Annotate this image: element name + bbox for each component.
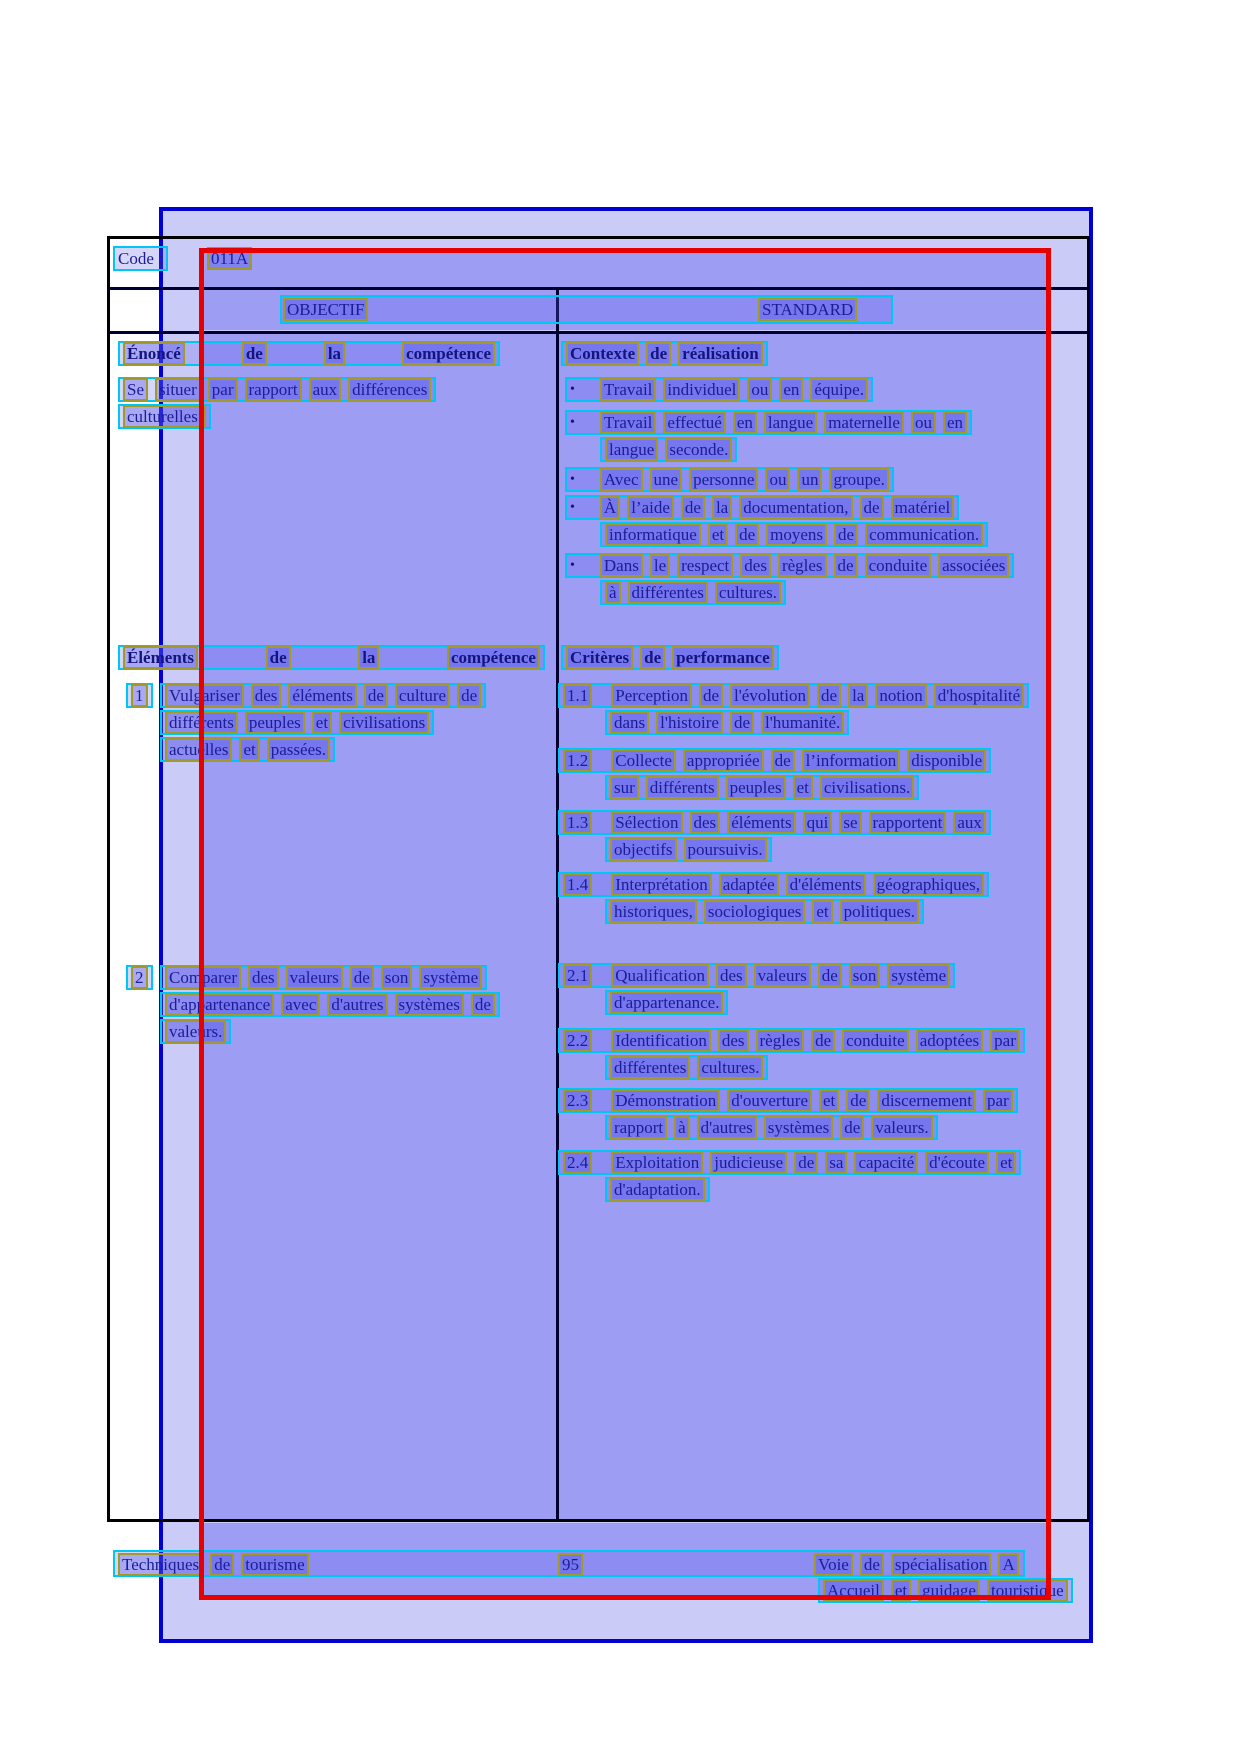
word-box: d'ouverture [727, 1089, 812, 1112]
item-number: 2.3 [563, 1089, 592, 1112]
word-box: valeurs [286, 966, 343, 989]
word-box: système [419, 966, 482, 989]
word-box: politiques. [840, 900, 919, 923]
word-box: civilisations. [820, 776, 914, 799]
word-box: de [834, 523, 858, 546]
bullet-icon: • [570, 471, 575, 487]
word-box: la [324, 342, 345, 365]
word-box: de [681, 496, 705, 519]
word-box: effectué [663, 411, 725, 434]
word-box: discernement [877, 1089, 976, 1112]
word-box: individuel [663, 378, 740, 401]
word-box: équipe. [810, 378, 868, 401]
word-box: sur [610, 776, 639, 799]
word-box: un [797, 468, 822, 491]
word-box: qui [803, 811, 833, 834]
word-box: ou [765, 468, 790, 491]
bullet-icon: • [570, 414, 575, 430]
item-number: 2.1 [563, 964, 592, 987]
item-number: 2.2 [563, 1029, 592, 1052]
word-box: par [208, 378, 238, 401]
word-box: l'évolution [730, 684, 810, 707]
word-box: associées [938, 554, 1009, 577]
word-box: éléments [288, 684, 356, 707]
word-box: de [846, 1089, 870, 1112]
word-box: guidage [918, 1579, 980, 1602]
word-box: seconde. [665, 438, 732, 461]
word-box: systèmes [395, 993, 464, 1016]
word-box: de [640, 646, 665, 669]
word-box: de [860, 1553, 884, 1576]
word-box: tourisme [241, 1553, 309, 1576]
word-box: disponible [907, 749, 986, 772]
word-box: objectifs [610, 838, 677, 861]
word-box: rapportent [869, 811, 947, 834]
word-box: historiques, [610, 900, 697, 923]
word-box: valeurs. [165, 1020, 226, 1043]
word-box: de [699, 684, 723, 707]
word-box: passées. [267, 738, 330, 761]
word-box: et [312, 711, 332, 734]
word-box: de [364, 684, 388, 707]
word-box: de [817, 684, 841, 707]
word-box: la [358, 646, 379, 669]
word-box: de [794, 1151, 818, 1174]
word-box: de [860, 496, 884, 519]
word-box: Critères [566, 646, 633, 669]
word-box: différentes [628, 581, 708, 604]
word-box: Accueil [823, 1579, 884, 1602]
word-box: cultures. [697, 1056, 763, 1079]
word-box: Voie [814, 1553, 853, 1576]
word-box: Interprétation [611, 873, 712, 896]
word-box: et [819, 1089, 839, 1112]
word-box: Travail [600, 411, 657, 434]
word-box: l'humanité. [761, 711, 844, 734]
content-region-box [199, 248, 1051, 1600]
word-box: d'autres [697, 1116, 757, 1139]
word-box: système [887, 964, 950, 987]
word-box: 1 [131, 684, 148, 707]
word-box: de [471, 993, 495, 1016]
word-box: Travail [600, 378, 657, 401]
word-box: appropriée [683, 749, 764, 772]
word-box: et [708, 523, 728, 546]
word-box: le [650, 554, 670, 577]
word-box: d'appartenance [165, 993, 274, 1016]
word-box: Avec [600, 468, 643, 491]
word-box: règles [756, 1029, 805, 1052]
word-box: et [239, 738, 259, 761]
item-number: 1.2 [563, 749, 592, 772]
word-box: son [849, 964, 881, 987]
word-box: Se [123, 378, 148, 401]
word-box: valeurs. [871, 1116, 932, 1139]
word-box: Sélection [611, 811, 682, 834]
word-box: de [266, 646, 291, 669]
word-box: poursuivis. [684, 838, 767, 861]
word-box: Identification [611, 1029, 711, 1052]
word-box: géographiques, [873, 873, 984, 896]
word-box: de [646, 342, 671, 365]
word-box: langue [605, 438, 658, 461]
word-box: aux [309, 378, 342, 401]
word-box: éléments [727, 811, 795, 834]
word-box: par [983, 1089, 1013, 1112]
word-box: l’information [802, 749, 901, 772]
word-box: valeurs [754, 964, 811, 987]
word-box: conduite [842, 1029, 909, 1052]
word-box: 2 [131, 966, 148, 989]
word-box: adoptées [916, 1029, 983, 1052]
word-box: communication. [865, 523, 983, 546]
word-box: en [779, 378, 803, 401]
word-box: 011A [207, 247, 252, 270]
word-box: Perception [611, 684, 692, 707]
item-number: 1.4 [563, 873, 592, 896]
code-label: Code : [113, 246, 168, 271]
word-box: OBJECTIF [283, 298, 368, 321]
word-box: Énoncé [123, 342, 185, 365]
word-box: différents [165, 711, 238, 734]
word-box: la [848, 684, 868, 707]
element-number-box [126, 683, 153, 708]
word-box: sa [825, 1151, 847, 1174]
word-box: d'hospitalité [934, 684, 1024, 707]
word-box: touristique [987, 1579, 1068, 1602]
word-box: performance [672, 646, 773, 669]
word-box: de [834, 554, 858, 577]
word-box: par [990, 1029, 1020, 1052]
word-box: des [251, 684, 282, 707]
word-box: Comparer [165, 966, 241, 989]
bullet-icon: • [570, 381, 575, 397]
word-box: cultures. [715, 581, 781, 604]
word-box: de [210, 1553, 234, 1576]
word-box: moyens [766, 523, 827, 546]
word-box: et [793, 776, 813, 799]
word-box: rapport [610, 1116, 667, 1139]
word-box: en [943, 411, 967, 434]
bullet-icon: • [570, 499, 575, 515]
word-box: ou [911, 411, 936, 434]
word-box: notion [875, 684, 926, 707]
word-box: maternelle [824, 411, 904, 434]
word-box: en [733, 411, 757, 434]
word-box: Exploitation [611, 1151, 703, 1174]
word-box: documentation, [739, 496, 852, 519]
word-box: de [457, 684, 481, 707]
word-box: Techniques [118, 1553, 203, 1576]
word-box: différentes [610, 1056, 690, 1079]
word-box: règles [778, 554, 827, 577]
word-box: la [712, 496, 732, 519]
word-box: actuelles [165, 738, 232, 761]
word-box: de [771, 749, 795, 772]
word-box: matériel [891, 496, 955, 519]
word-box: avec [281, 993, 320, 1016]
word-box: de [811, 1029, 835, 1052]
word-box: une [650, 468, 683, 491]
word-box: Dans [600, 554, 643, 577]
word-box: civilisations [339, 711, 429, 734]
word-box: Vulgariser [165, 684, 244, 707]
word-box: conduite [865, 554, 932, 577]
word-box: situer [155, 378, 201, 401]
word-box: compétence [447, 646, 540, 669]
element-number-box [126, 965, 153, 990]
item-number: 2.4 [563, 1151, 592, 1174]
word-box: STANDARD [758, 298, 857, 321]
word-box: son [381, 966, 413, 989]
word-box: différents [646, 776, 719, 799]
word-box: langue [764, 411, 817, 434]
word-box: d'écoute [925, 1151, 989, 1174]
enonce-line [118, 404, 211, 429]
word-box: de [242, 342, 267, 365]
word-box: spécialisation [891, 1553, 992, 1576]
word-box: l'histoire [656, 711, 723, 734]
word-box: aux [953, 811, 986, 834]
word-box: des [690, 811, 721, 834]
word-box: Éléments [123, 646, 198, 669]
word-box: et [996, 1151, 1016, 1174]
word-box: À [600, 496, 620, 519]
word-box: judicieuse [710, 1151, 787, 1174]
word-box: A [998, 1553, 1018, 1576]
word-box: Qualification [611, 964, 709, 987]
word-box: de [818, 964, 842, 987]
word-box: des [716, 964, 747, 987]
word-box: de [735, 523, 759, 546]
word-box: se [839, 811, 861, 834]
word-box: peuples [726, 776, 786, 799]
word-box: personne [689, 468, 758, 491]
word-box: culture [395, 684, 450, 707]
word-box: informatique [605, 523, 701, 546]
word-box: rapport [245, 378, 302, 401]
word-box: 95 [558, 1553, 583, 1576]
word-box: l’aide [627, 496, 674, 519]
word-box: Démonstration [611, 1089, 720, 1112]
word-box: à [605, 581, 621, 604]
word-box: systèmes [764, 1116, 833, 1139]
word-box: d'éléments [786, 873, 866, 896]
bullet-icon: • [570, 557, 575, 573]
item-number: 1.3 [563, 811, 592, 834]
word-box: d'adaptation. [610, 1178, 705, 1201]
word-box: et [812, 900, 832, 923]
word-box: dans [610, 711, 649, 734]
word-box: et [891, 1579, 911, 1602]
word-box: réalisation [678, 342, 763, 365]
word-box: adaptée [719, 873, 779, 896]
word-box: culturelles. [123, 405, 206, 428]
word-box: d'appartenance. [610, 991, 723, 1014]
word-box: sociologiques [704, 900, 806, 923]
word-box: Contexte [566, 342, 639, 365]
word-box: des [740, 554, 771, 577]
word-box: différences [348, 378, 431, 401]
word-box: peuples [245, 711, 305, 734]
word-box: ou [747, 378, 772, 401]
word-box: de [730, 711, 754, 734]
word-box: compétence [402, 342, 495, 365]
word-box: capacité [854, 1151, 918, 1174]
word-box: de [840, 1116, 864, 1139]
item-number: 1.1 [563, 684, 592, 707]
word-box: des [718, 1029, 749, 1052]
word-box: respect [677, 554, 733, 577]
word-box: de [350, 966, 374, 989]
word-box: d'autres [327, 993, 387, 1016]
word-box: groupe. [829, 468, 888, 491]
word-box: à [674, 1116, 690, 1139]
word-box: Collecte [611, 749, 676, 772]
word-box: des [248, 966, 279, 989]
